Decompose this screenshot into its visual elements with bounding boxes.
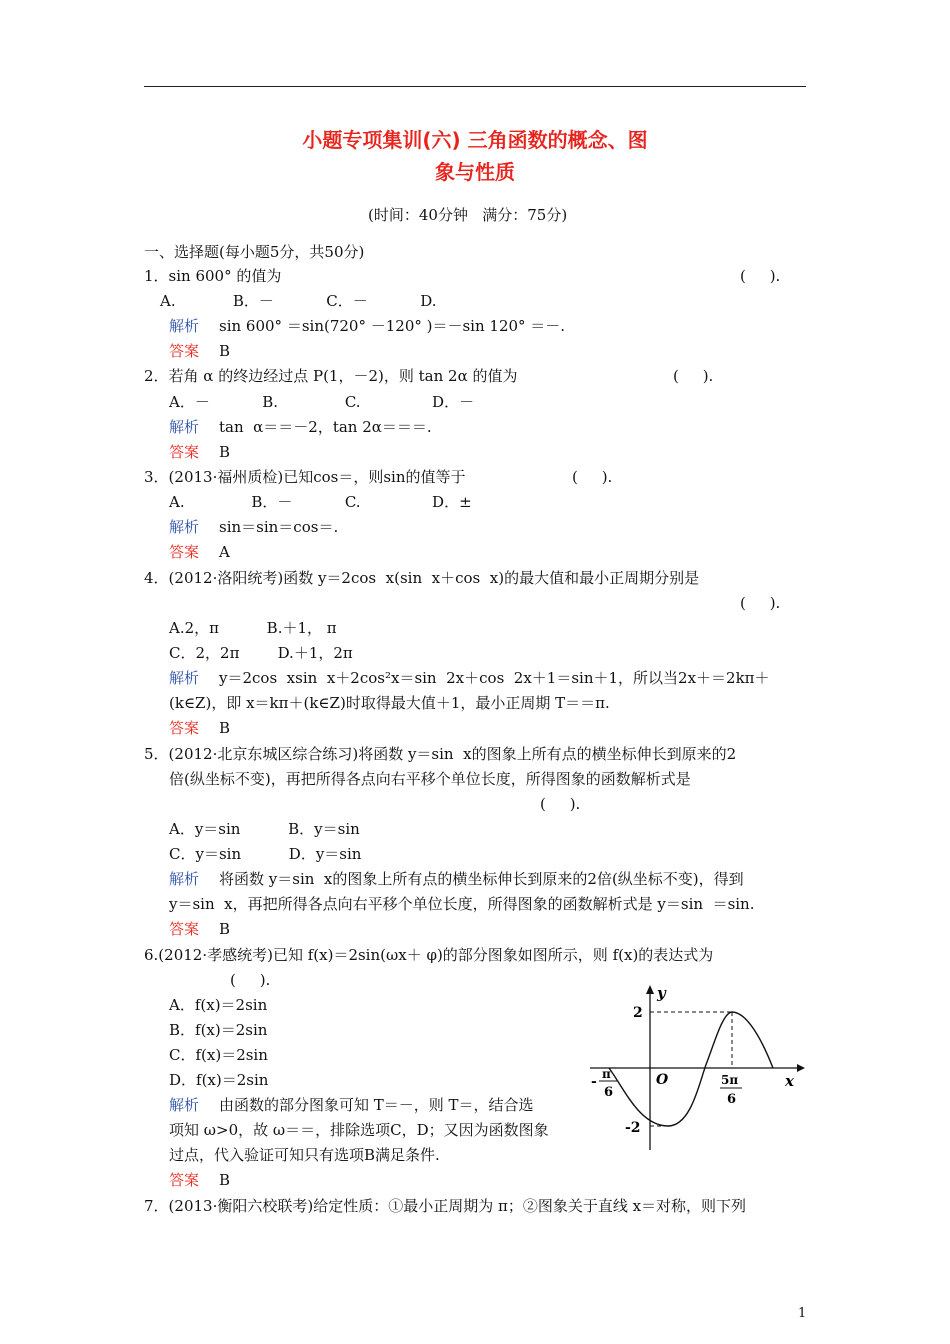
left-tick-denominator: 6 [604,1085,614,1100]
analysis-label: 解析 [169,518,200,536]
left-tick-numerator: π [602,1067,611,1081]
y-min-label: -2 [625,1120,641,1136]
page-title: 小题专项集训(六) 三角函数的概念、图 [302,128,648,152]
question-1: 1．sin 600° 的值为 [144,267,282,285]
question-5: 5．(2012·北京东城区综合练习)将函数 y＝sin x的图象上所有点的横坐标伸长到原来的2 [144,745,737,763]
answer-value: B [219,920,231,938]
analysis-label: 解析 [169,669,200,687]
answer-bracket: ( ). [740,594,781,612]
right-tick-denominator: 6 [727,1092,737,1107]
y-axis-label: y [657,984,666,1002]
y-max-label: 2 [633,1005,643,1021]
answer-value: A [219,543,230,561]
answer-label: 答案 [169,543,200,561]
answer-label: 答案 [169,443,200,461]
analysis-text: sin 600° ＝sin(720° －120° )＝－sin 120° ＝－. [219,317,566,335]
answer-bracket: ( ). [673,367,714,385]
question-5-cont: 倍(纵坐标不变)，再把所得各点向右平移个单位长度，所得图象的函数解析式是 [169,770,691,788]
answer-label: 答案 [169,1171,200,1189]
answer-bracket: ( ). [740,267,781,285]
analysis-text: y＝sin x，再把所得各点向右平移个单位长度，所得图象的函数解析式是 y＝sin ＝sin. [169,895,755,913]
analysis-text: (k∈Z)，即 x＝kπ＋(k∈Z)时取得最大值＋1，最小正周期 T＝＝π. [169,694,610,712]
sine-graph [585,980,810,1155]
answer-bracket: ( ). [230,971,271,989]
question-6: 6.(2012·孝感统考)已知 f(x)＝2sin(ωx＋ φ)的部分图象如图所示，则 f(x)的表达式为 [144,946,714,964]
section-heading: 一、选择题(每小题5分，共50分) [144,243,365,261]
analysis-text: tan α＝＝－2，tan 2α＝＝＝. [219,418,432,436]
question-4: 4．(2012·洛阳统考)函数 y＝2cos x(sin x＋cos x)的最大值和最小正周期分别是 [144,569,700,587]
analysis-label: 解析 [169,317,200,335]
answer-value: B [219,719,231,737]
option-a: A．f(x)＝2sin [169,996,268,1014]
sine-curve [609,1012,773,1126]
options: A. B．－ C．－ D. [160,292,437,310]
answer-label: 答案 [169,920,200,938]
analysis-text: 由函数的部分图象可知 T＝－，则 T＝，结合选 [219,1096,534,1114]
x-axis-label: x [785,1072,794,1090]
analysis-label: 解析 [169,870,200,888]
analysis-text: y＝2cos xsin x＋2cos²x＝sin 2x＋cos 2x＋1＝sin＋1，所以当2x＋＝2kπ＋ [219,669,770,687]
answer-value: B [219,443,231,461]
analysis-text: 过点，代入验证可知只有选项B满足条件. [169,1146,440,1164]
question-3: 3．(2013·福州质检)已知cos＝，则sin的值等于 [144,468,466,486]
analysis-label: 解析 [169,1096,200,1114]
time-score-info: (时间：40分钟 满分：75分) [368,206,568,224]
answer-bracket: ( ). [572,468,613,486]
top-rule [144,86,806,87]
option-d: D．f(x)＝2sin [169,1071,269,1089]
answer-value: B [219,1171,231,1189]
answer-label: 答案 [169,342,200,360]
page-number: 1 [798,1306,807,1321]
analysis-label: 解析 [169,418,200,436]
analysis-text: sin＝sin＝cos＝. [219,518,339,536]
options: A. B．－ C. D．± [169,493,472,511]
analysis-text: 项知 ω>0，故 ω＝＝，排除选项C，D；又因为函数图象 [169,1121,549,1139]
x-axis-arrow [797,1064,805,1072]
left-tick-sign: - [591,1074,597,1090]
page-title-line2: 象与性质 [435,160,515,184]
question-2: 2．若角 α 的终边经过点 P(1，－2)，则 tan 2α 的值为 [144,367,518,385]
options: A．－ B. C. D．－ [169,393,475,411]
right-tick-numerator: 5π [721,1073,739,1087]
options: A．y＝sin B．y＝sin [169,820,360,838]
origin-label: O [656,1072,669,1088]
question-7: 7．(2013·衡阳六校联考)给定性质：①最小正周期为 π；②图象关于直线 x＝对称，则下列 [144,1197,747,1215]
answer-label: 答案 [169,719,200,737]
options: C．2，2π D.＋1，2π [169,644,353,662]
options: A.2，π B.＋1， π [169,619,337,637]
y-axis-arrow [646,985,654,994]
answer-bracket: ( ). [540,795,581,813]
analysis-text: 将函数 y＝sin x的图象上所有点的横坐标伸长到原来的2倍(纵坐标不变)，得到 [219,870,744,888]
answer-value: B [219,342,231,360]
option-b: B．f(x)＝2sin [169,1021,268,1039]
options: C．y＝sin D．y＝sin [169,845,362,863]
option-c: C．f(x)＝2sin [169,1046,268,1064]
